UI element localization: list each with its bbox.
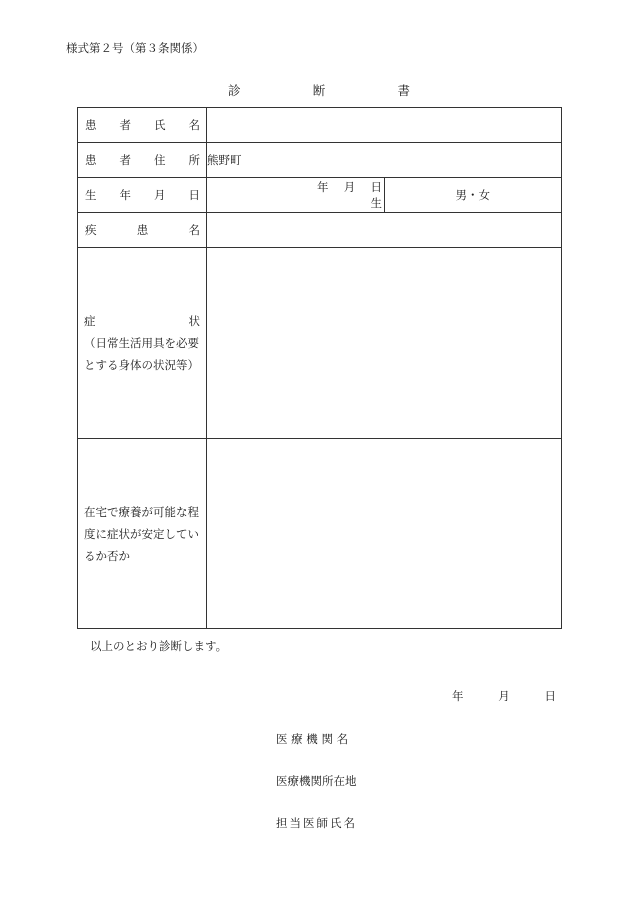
label-char: 患 [136,223,149,237]
label-char: 名 [188,118,200,132]
label-char: 患 [85,153,97,167]
form-number: 様式第２号（第３条関係） [66,41,204,55]
title-char: 断 [312,83,326,98]
birth-date-field[interactable] [207,178,385,213]
symptoms-label [78,248,207,439]
stability-label-line: 度に症状が安定してい [84,526,199,541]
symptoms-note-line: とする身体の状況等） [84,358,199,372]
birth-date-row [78,178,562,213]
symptoms-row [78,248,562,439]
disease-name-label [78,213,207,248]
doctor-name-label: 担当医師氏名 [276,816,357,830]
label-char: 年 [119,188,131,202]
stability-row [78,439,562,629]
disease-name-field[interactable] [207,213,562,248]
issue-date [452,688,556,704]
date-month-label: 月 [498,689,510,703]
date-year-label: 年 [452,689,464,703]
closing-statement: 以上のとおり診断します。 [90,639,228,653]
stability-label-line: 在宅で療養が可能な程 [84,504,199,519]
stability-label [78,439,207,629]
symptoms-field[interactable] [207,248,562,439]
label-char: 症 [84,314,96,328]
date-day-label: 日 [544,689,556,703]
label-char: 疾 [85,223,97,237]
label-char: 者 [119,153,131,167]
document-title [228,81,410,99]
patient-address-row [78,143,562,178]
patient-address-field[interactable]: 熊野町 [207,143,562,178]
diagnosis-form-table [77,107,562,629]
institution-name-label: 医 療 機 関 名 [276,732,349,746]
label-char: 状 [188,314,200,328]
label-char: 住 [154,153,166,167]
patient-name-row [78,108,562,143]
label-char: 所 [188,153,200,167]
label-char: 者 [119,118,131,132]
patient-address-label [78,143,207,178]
patient-name-label [78,108,207,143]
birth-date-label [78,178,207,213]
label-char: 日 [188,188,200,202]
gender-field[interactable]: 男・女 [384,178,562,213]
patient-name-field[interactable] [207,108,562,143]
stability-label-line: るか否か [84,548,130,563]
symptoms-note-line: （日常生活用具を必要 [84,336,199,350]
label-char: 生 [85,188,97,202]
label-char: 月 [154,188,166,202]
month-label: 月 [343,180,356,194]
label-char: 氏 [154,118,166,132]
label-char: 名 [188,223,200,237]
institution-address-label: 医療機関所在地 [276,774,357,788]
disease-name-row [78,213,562,248]
year-label: 年 [317,180,329,194]
label-char: 患 [85,118,97,132]
title-char: 書 [397,83,410,98]
day-label: 日生 [370,180,382,210]
stability-field[interactable] [207,439,562,629]
title-char: 診 [228,83,241,98]
